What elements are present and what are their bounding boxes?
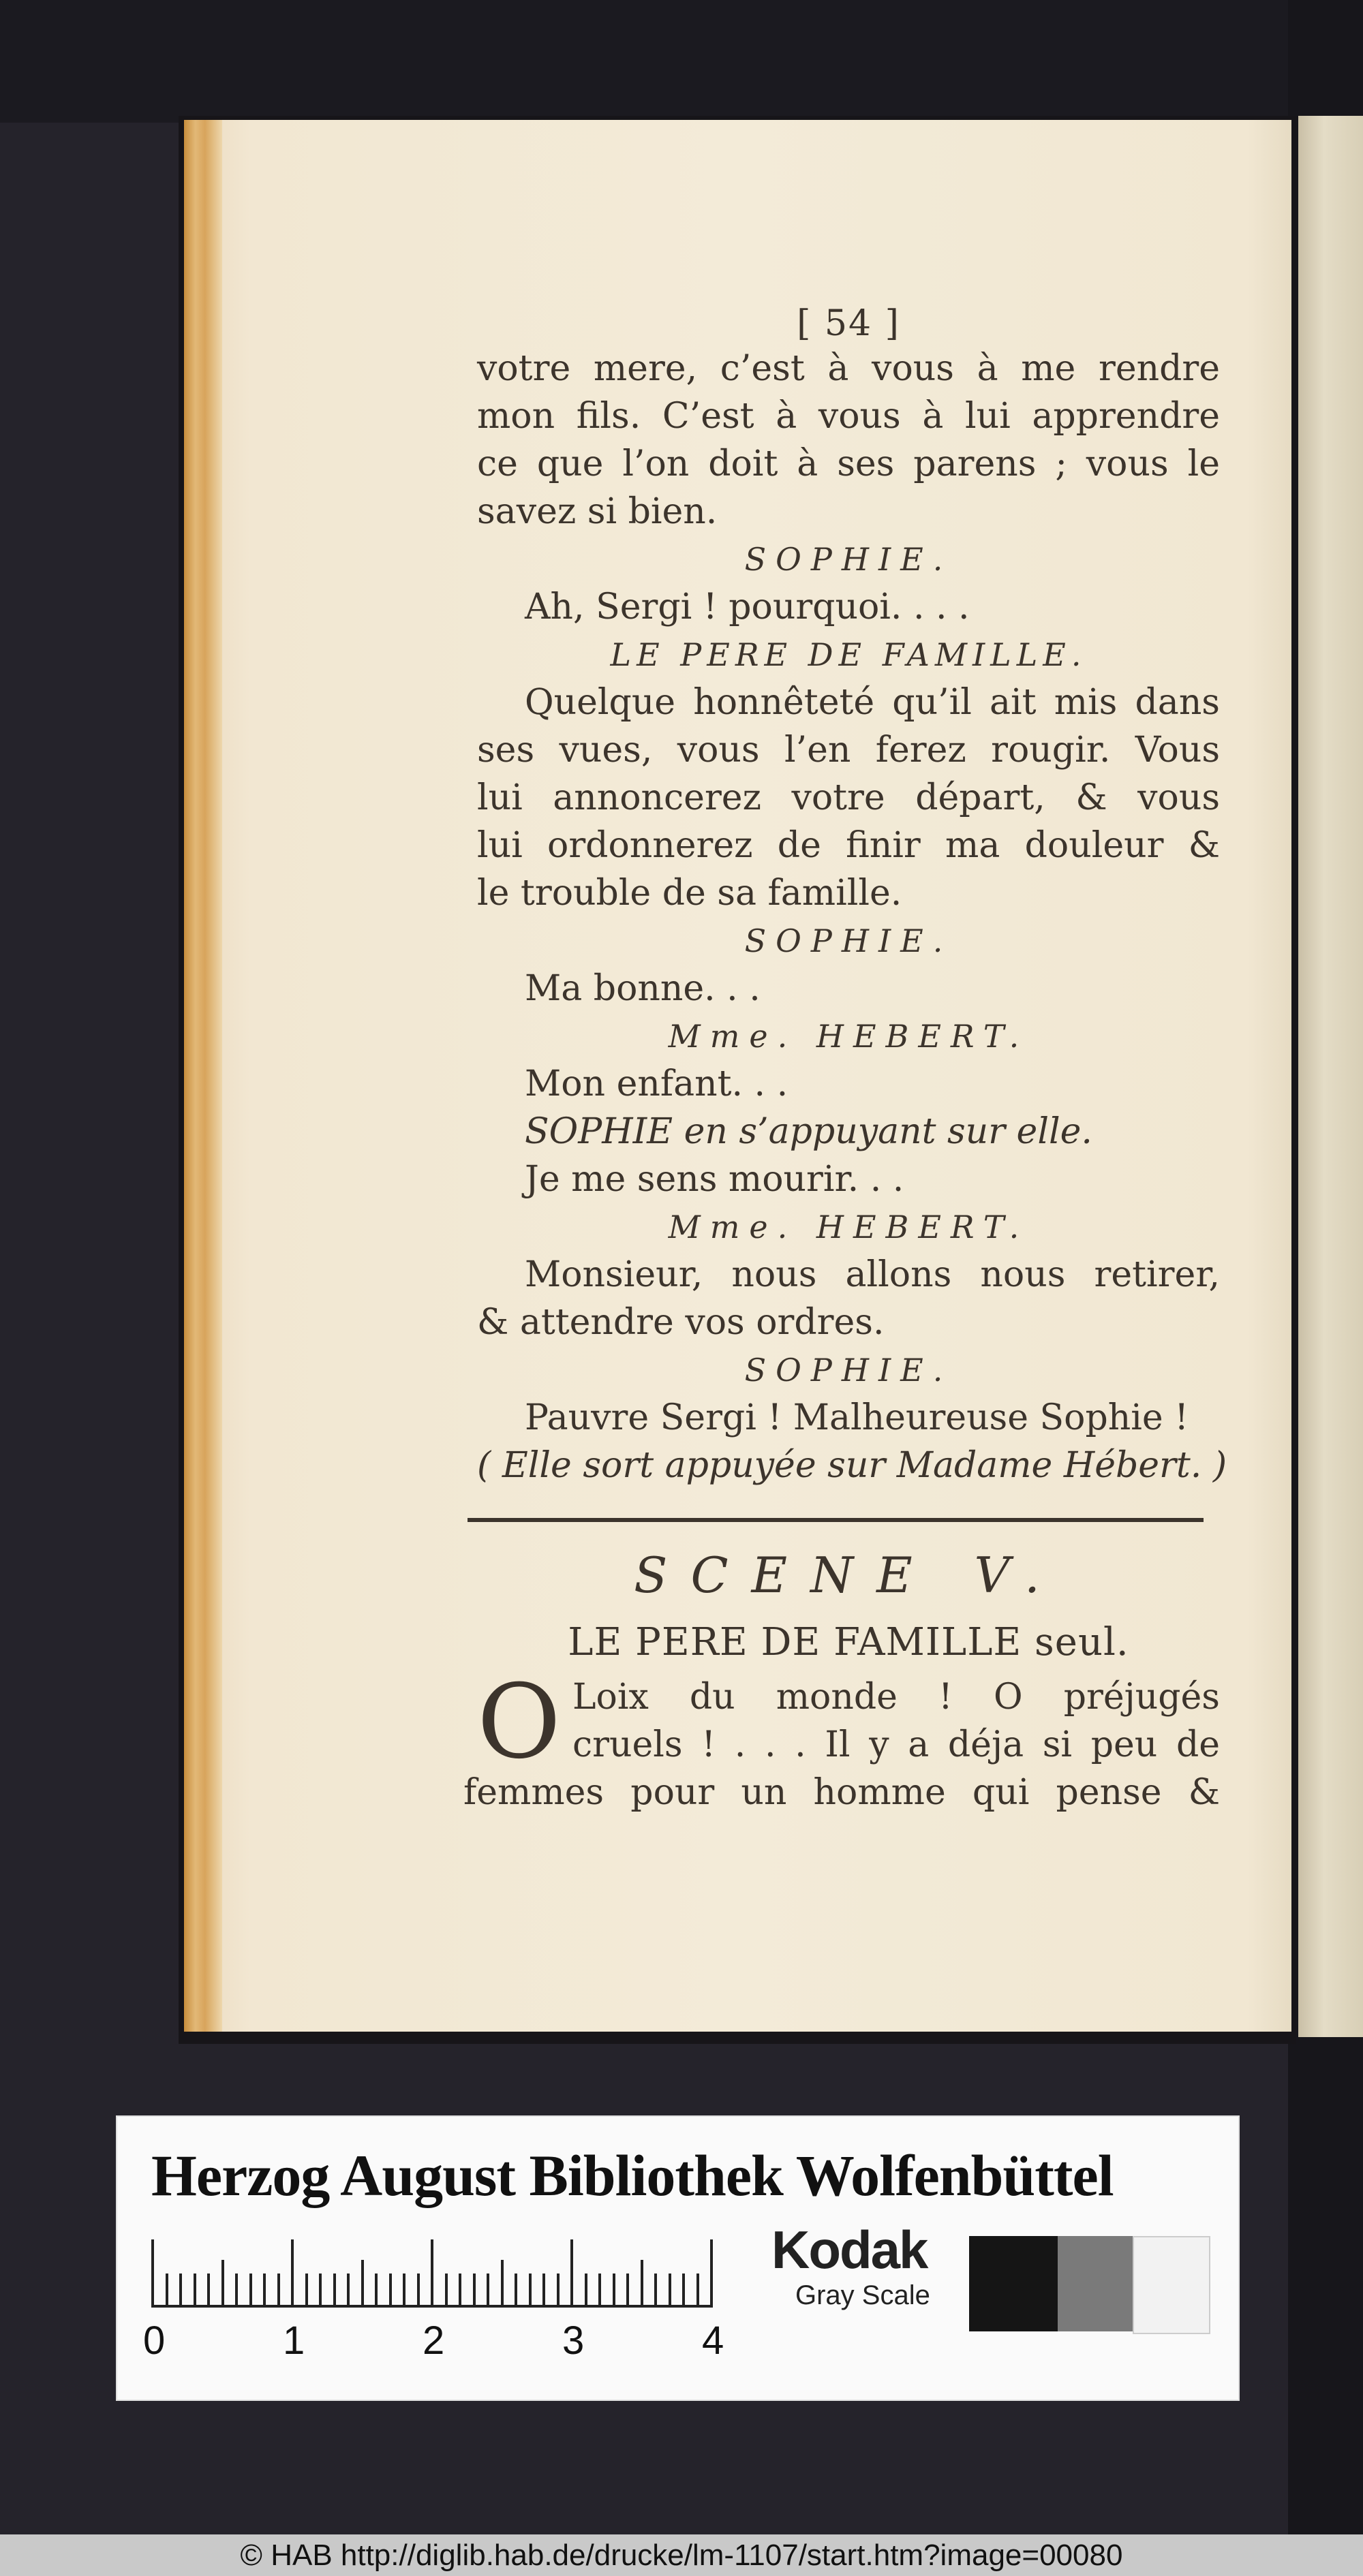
ruler-tick — [557, 2274, 560, 2308]
ruler-tick — [515, 2274, 517, 2308]
ruler-tick — [473, 2274, 476, 2308]
text-line: ses vues, vous l’en ferez rougir. Vous — [477, 730, 1220, 771]
ruler-tick — [151, 2239, 154, 2308]
library-title: Herzog August Bibliothek Wolfenbüttel — [151, 2143, 1114, 2208]
text-line: Loix du monde ! O préjugés — [572, 1677, 1220, 1718]
stage-direction: ( Elle sort appuyée sur Madame Hébert. ) — [477, 1445, 1227, 1486]
gray-patch-black — [969, 2236, 1058, 2331]
speaker-name: Mme. HEBERT. — [668, 1209, 1029, 1245]
scene-subheading: LE PERE DE FAMILLE seul. — [568, 1620, 1129, 1664]
ruler-scale — [151, 2233, 717, 2308]
text-line: Je me sens mourir. . . — [525, 1159, 904, 1200]
speaker-name: SOPHIE. — [744, 1352, 953, 1388]
scene-heading: SCENE V. — [634, 1547, 1063, 1604]
speaker-name: Mme. HEBERT. — [668, 1018, 1029, 1055]
ruler-tick — [319, 2274, 322, 2308]
text-line: Monsieur, nous allons nous retirer, — [525, 1254, 1220, 1295]
text-line: Ah, Sergi ! pourquoi. . . . — [525, 587, 970, 627]
ruler-number: 1 — [283, 2318, 305, 2363]
ruler-tick — [613, 2274, 615, 2308]
ruler-tick — [305, 2274, 308, 2308]
ruler-tick — [194, 2274, 196, 2308]
drop-cap: O — [477, 1663, 561, 1782]
kodak-logo: Kodak — [771, 2220, 928, 2280]
facing-page-edge — [1298, 116, 1363, 2037]
text-line: savez si bien. — [477, 491, 718, 532]
speaker-name: SOPHIE. — [744, 541, 953, 578]
ruler-tick — [263, 2274, 266, 2308]
text-line: votre mere, c’est à vous à me rendre — [477, 348, 1220, 389]
ruler-tick — [529, 2274, 532, 2308]
ruler-tick — [249, 2274, 252, 2308]
ruler-number: 0 — [143, 2318, 166, 2363]
ruler-tick — [585, 2274, 587, 2308]
page-text — [463, 300, 1227, 1816]
text-line: lui ordonnerez de finir ma douleur & — [477, 825, 1220, 866]
ruler-tick — [417, 2274, 420, 2308]
ruler-tick — [431, 2239, 433, 2308]
stage-direction: SOPHIE en s’appuyant sur elle. — [525, 1111, 1092, 1152]
ruler-tick — [598, 2274, 601, 2308]
scene-divider-rule — [468, 1518, 1204, 1522]
ruler-tick — [347, 2274, 350, 2308]
text-line: Pauvre Sergi ! Malheureuse Sophie ! — [525, 1397, 1189, 1438]
ruler-tick — [333, 2274, 336, 2308]
speaker-name: SOPHIE. — [744, 922, 953, 959]
text-line: mon fils. C’est à vous à lui apprendre — [477, 396, 1220, 437]
ruler-tick — [207, 2274, 210, 2308]
ruler-tick — [501, 2260, 504, 2308]
ruler-number: 3 — [562, 2318, 585, 2363]
text-line: ce que l’on doit à ses parens ; vous le — [477, 444, 1220, 484]
page-number: [ 54 ] — [797, 303, 900, 344]
ruler-tick — [626, 2274, 629, 2308]
ruler-tick — [403, 2274, 405, 2308]
ruler-tick — [166, 2274, 168, 2308]
ruler-tick — [487, 2274, 489, 2308]
text-line: Quelque honnêteté qu’il ait mis dans — [525, 682, 1220, 723]
ruler-tick — [641, 2260, 643, 2308]
ruler-tick — [654, 2274, 657, 2308]
text-line: Ma bonne. . . — [525, 968, 761, 1009]
page-gutter-edge — [184, 120, 222, 2032]
copyright-footer: © HAB http://diglib.hab.de/drucke/lm-1107/start.htm?image=00080 — [0, 2534, 1363, 2576]
gray-patch-mid — [1058, 2236, 1133, 2331]
ruler-tick — [696, 2274, 699, 2308]
ruler-tick — [445, 2274, 448, 2308]
ruler-tick — [542, 2274, 545, 2308]
calibration-strip — [116, 2115, 1240, 2401]
text-line: cruels ! . . . Il y a déja si peu de — [572, 1724, 1220, 1765]
ruler-tick — [710, 2239, 713, 2308]
ruler-tick — [669, 2274, 671, 2308]
text-line: le trouble de sa famille. — [477, 873, 902, 914]
ruler-tick — [389, 2274, 392, 2308]
ruler-tick — [277, 2274, 280, 2308]
ruler-number: 2 — [423, 2318, 445, 2363]
speaker-name: LE PERE DE FAMILLE. — [610, 636, 1087, 673]
ruler-tick — [221, 2260, 224, 2308]
dialogue-lines — [477, 345, 1227, 1489]
ruler-tick — [570, 2239, 573, 2308]
ruler-tick — [291, 2239, 294, 2308]
text-line: & attendre vos ordres. — [477, 1302, 885, 1343]
ruler-tick — [361, 2260, 364, 2308]
gray-patch-white — [1133, 2236, 1210, 2334]
ruler-tick — [375, 2274, 378, 2308]
ruler-tick — [235, 2274, 238, 2308]
ruler-number: 4 — [702, 2318, 724, 2363]
text-line: lui annoncerez votre départ, & vous — [477, 777, 1220, 818]
ruler-tick — [459, 2274, 461, 2308]
top-background — [0, 0, 1363, 123]
text-line: femmes pour un homme qui pense & — [463, 1772, 1220, 1813]
ruler-tick — [179, 2274, 182, 2308]
gray-scale-label: Gray Scale — [795, 2280, 930, 2310]
text-line: Mon enfant. . . — [525, 1064, 788, 1104]
scene-opening — [463, 1663, 1220, 1816]
ruler-tick — [682, 2274, 685, 2308]
